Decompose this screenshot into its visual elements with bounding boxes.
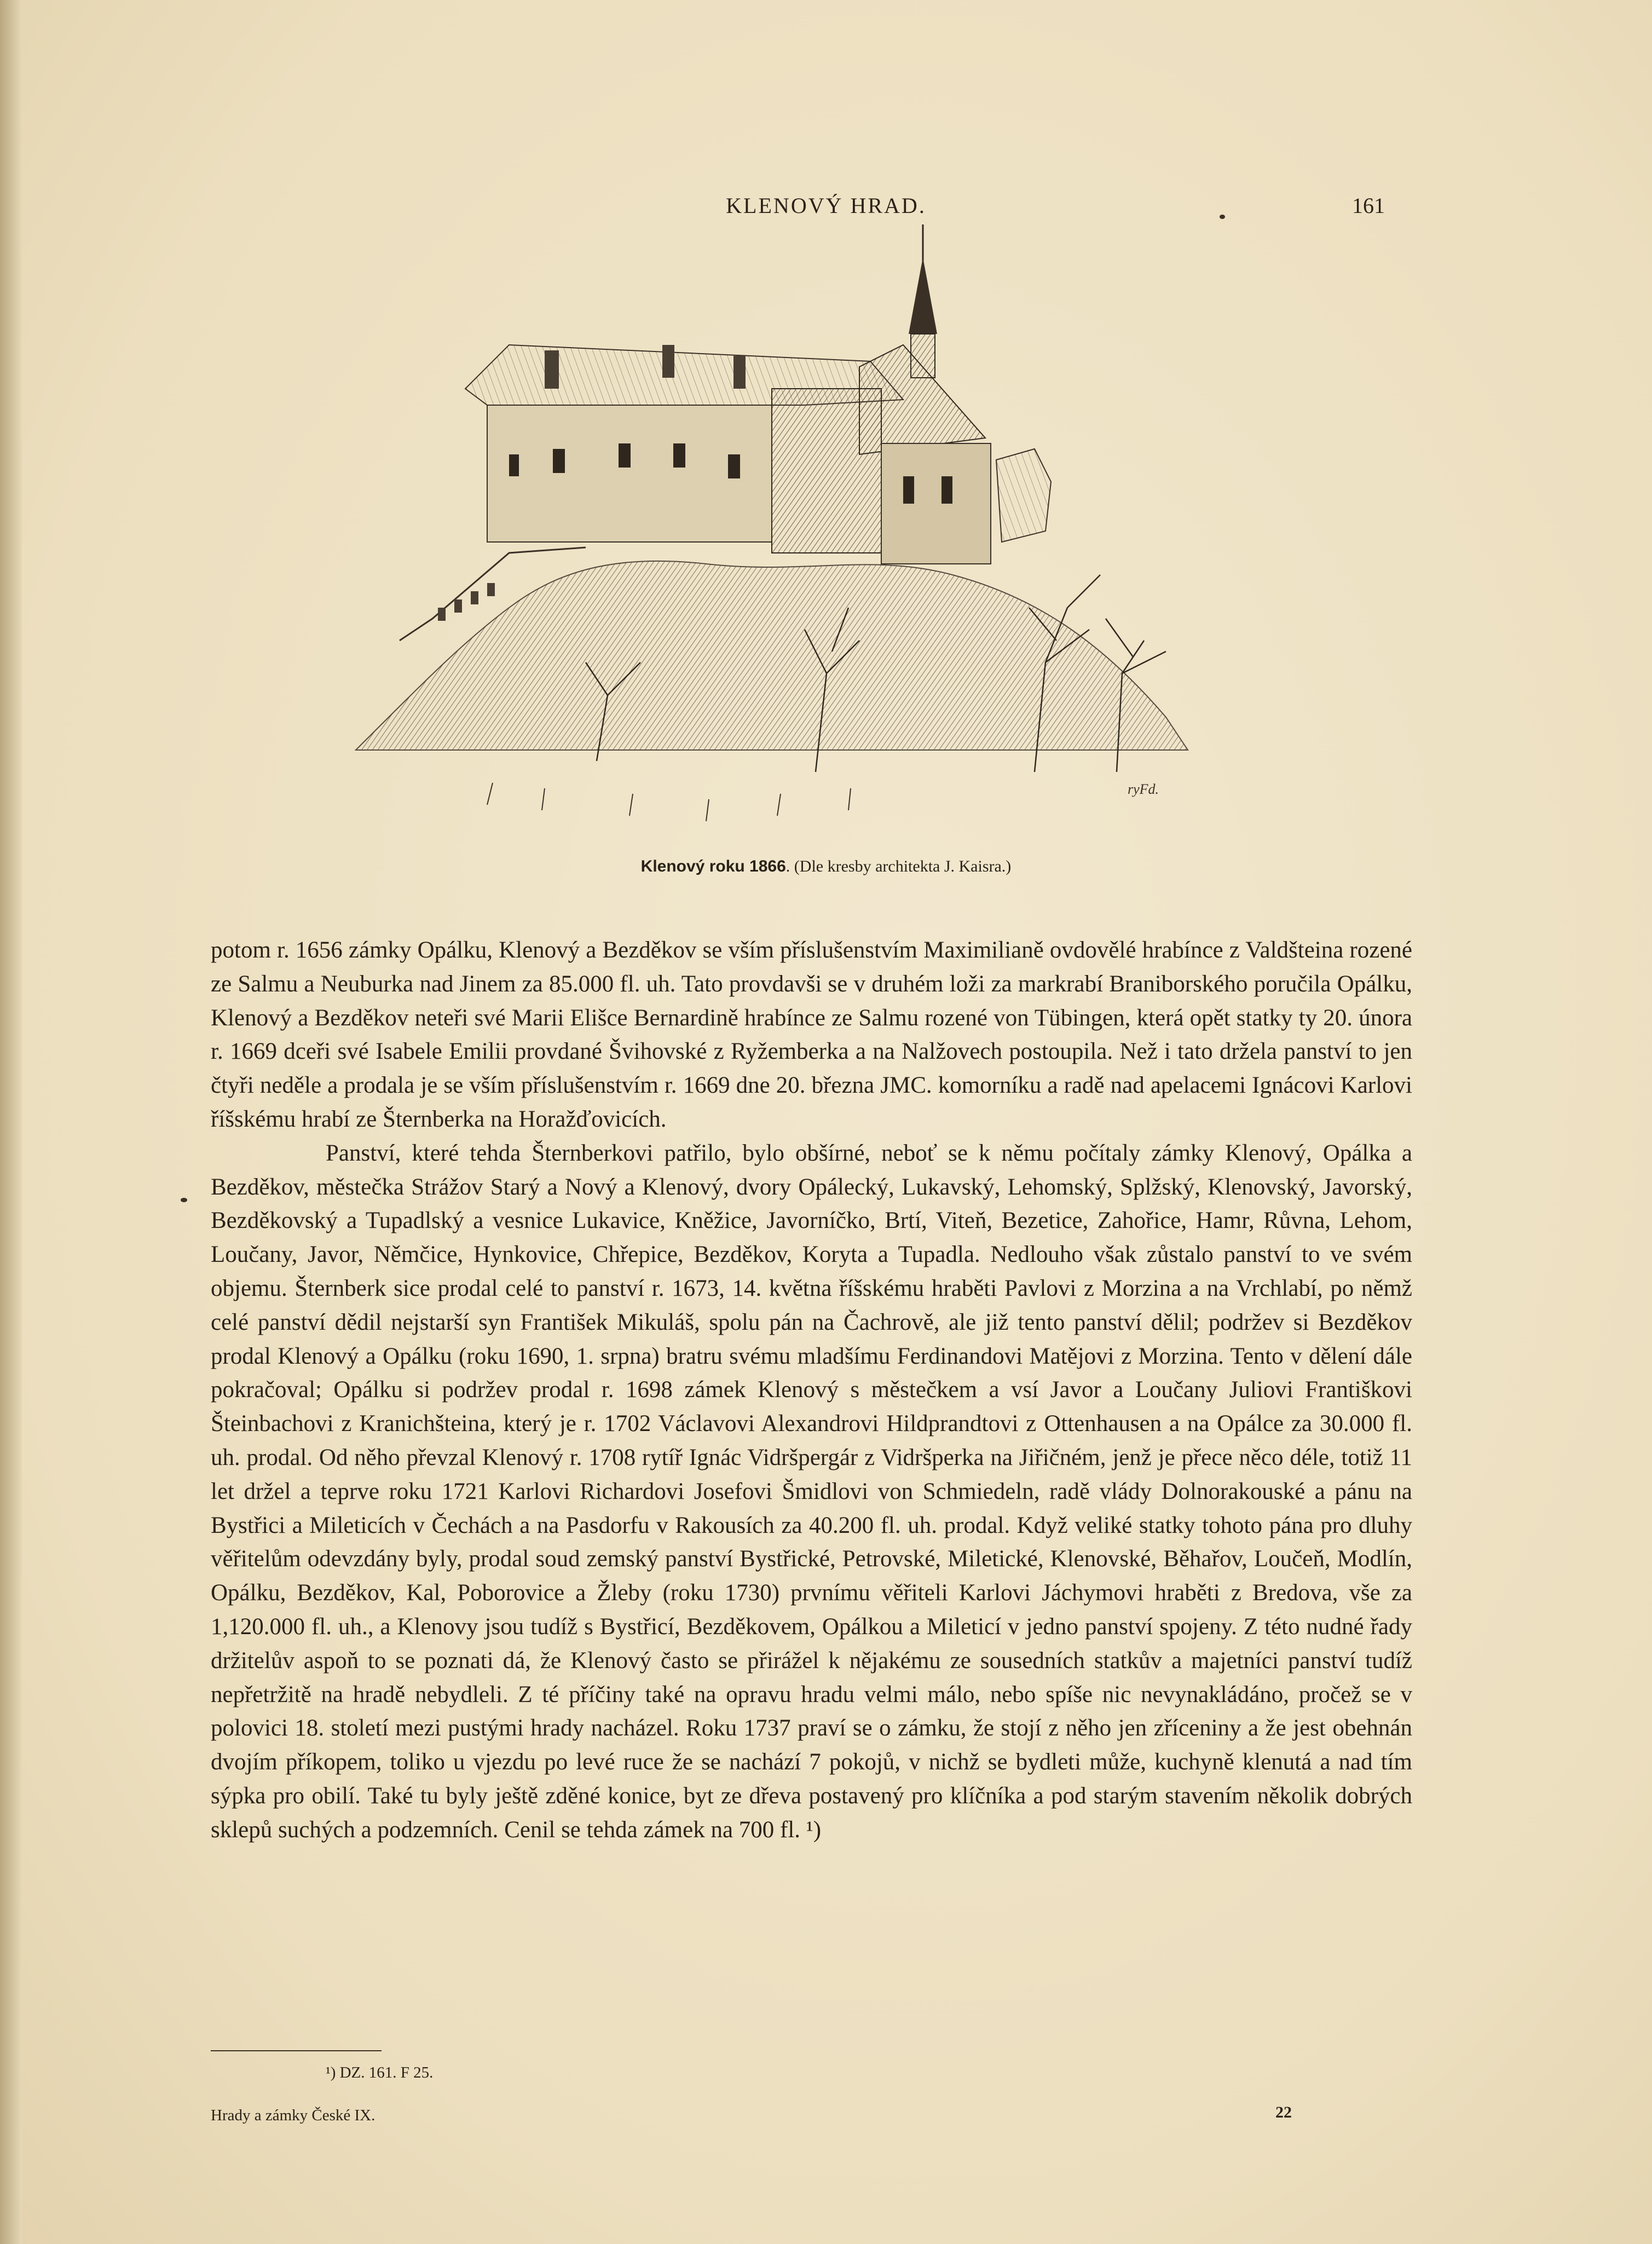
page-gutter-shadow <box>0 0 22 2244</box>
sheet-number: 22 <box>1275 2103 1292 2121</box>
caption-title: Klenový roku 1866 <box>640 857 786 875</box>
ink-speck <box>1220 215 1225 219</box>
paragraph-1: potom r. 1656 zámky Opálku, Klenový a Bezděkov se vším příslušenstvím Maximilianě ovdovělé hrabínce z Valdšteina rozené ze Salmu a Neuburka nad Jinem za 85.000 fl. uh. Tato provdavši se v druhém loži za markrabí Braniborského poručila Opálku, Klenový a Bezděkov neteři své Marii Elišce Bernardině hrabínce ze Salmu rozené von Tübingen, která opět statky ty 20. února r. 1669 dceři své Isabele Emilii provdané Švihovské z Ryžemberka a na Nalžovech postoupila. Než i tato držela panství to jen čtyři neděle a prodala je se vším příslušenstvím r. 1669 dne 20. března JMC. komorníku a radě nad apelacemi Ignácovi Karlovi říšskému hrabí ze Šternberka na Horažďovicích. <box>211 937 1412 1132</box>
footnote: ¹) DZ. 161. F 25. <box>326 2064 434 2081</box>
paragraph-2: Panství, které tehda Šternberkovi patřilo, bylo obšírné, neboť se k němu počítaly zámky Klenový, Opálka a Bezděkov, městečka Strážov Starý a Nový a Klenový, dvory Opálecký, Lukavský, Lehomský, Splžský, Klenovský, Javorský, Bezděkovský a Tupadlský a vesnice Lukavice, Kněžice, Javorníčko, Brtí, Viteň, Bezetice, Zahořice, Hamr, Růvna, Lehom, Loučany, Javor, Němčice, Hynkovice, Chřepice, Bezděkov, Koryta a Tupadla. Nedlouho však zůstalo panství to ve svém objemu. Šternberk sice prodal celé to panství r. 1673, 14. května říšskému hraběti Pavlovi z Morzina a na Vrchlabí, po němž celé panství dědil nejstarší syn František Mikuláš, spolu pán na Čachrově, ale již tento panství dělil; podržev si Bezděkov prodal Klenový a Opálku (roku 1690, 1. srpna) bratru svému mladšímu Ferdinandovi Matějovi z Morzina. Tento v dělení dále pokračoval; Opálku si podržev prodal r. 1698 zámek Klenový s městečkem a vsí Javor a Loučany Juliovi Františkovi Šteinbachovi z Kranichšteina, který je r. 1702 Václavovi Alexandrovi Hildprandtovi z Ottenhausen a na Opálce za 30.000 fl. uh. prodal. Od něho převzal Klenový r. 1708 rytíř Ignác Vidršpergár z Vidršperka na Jiřičném, jenž je přece něco déle, totiž 11 let držel a teprve roku 1721 Karlovi Richardovi Josefovi Šmidlovi von Schmiedeln, radě vlády Dolnorakouské a pánu na Bystřici a Mileticích v Čechách a na Pasdorfu v Rakousích za 40.200 fl. uh. prodal. Když veliké statky tohoto pána pro dluhy věřitelům odevzdány byly, prodal soud zemský panství Bystřické, Petrovské, Miletické, Klenovské, Běhařov, Loučeň, Modlín, Opálku, Bezděkov, Kal, Poborovice a Žleby (roku 1730) prvnímu věřiteli Karlovi Jáchymovi hraběti z Bredova, vše za 1,120.000 fl. uh., a Klenovy jsou tudíž s Bystřicí, Bezděkovem, Opálkou a Mileticí v jedno panství spojeny. Z této nudné řady držitelův aspoň to se poznati dá, že Klenový často se přirážel k nějakému ze sousedních statkův a majetníci panství tudíž nepřetržitě na hradě nebydleli. Z té příčiny také na opravu hradu velmi málo, nebo spíše nic nevynakládáno, pročež se v polovici 18. století mezi pustými hrady nacházel. Roku 1737 praví se o zámku, že stojí z něho jen zříceniny a že jest obehnán dvojím příkopem, toliko u vjezdu po levé ruce že se nachází 7 pokojů, v nichž se bydleti může, kuchyně klenutá a nad tím sýpka pro obilí. Také tu byly ještě zděné konice, byt ze dřeva postavený pro klíčníka a pod starým stavením několik dobrých sklepů suchých a podzemních. Cenil se tehda zámek na 700 fl. ¹) <box>211 1140 1412 1843</box>
ink-speck <box>181 1198 187 1202</box>
running-header-title: KLENOVÝ HRAD. <box>726 193 926 218</box>
caption-source: . (Dle kresby architekta J. Kaisra.) <box>785 857 1012 875</box>
illustration-caption <box>0 857 1652 876</box>
artist-signature: ryFd. <box>1128 781 1159 797</box>
footnote-divider <box>211 2050 382 2051</box>
castle-illustration <box>323 224 1221 849</box>
main-text <box>211 933 1412 1847</box>
page-number: 161 <box>1352 193 1385 218</box>
printer-signature: Hrady a zámky České IX. <box>211 2107 376 2124</box>
